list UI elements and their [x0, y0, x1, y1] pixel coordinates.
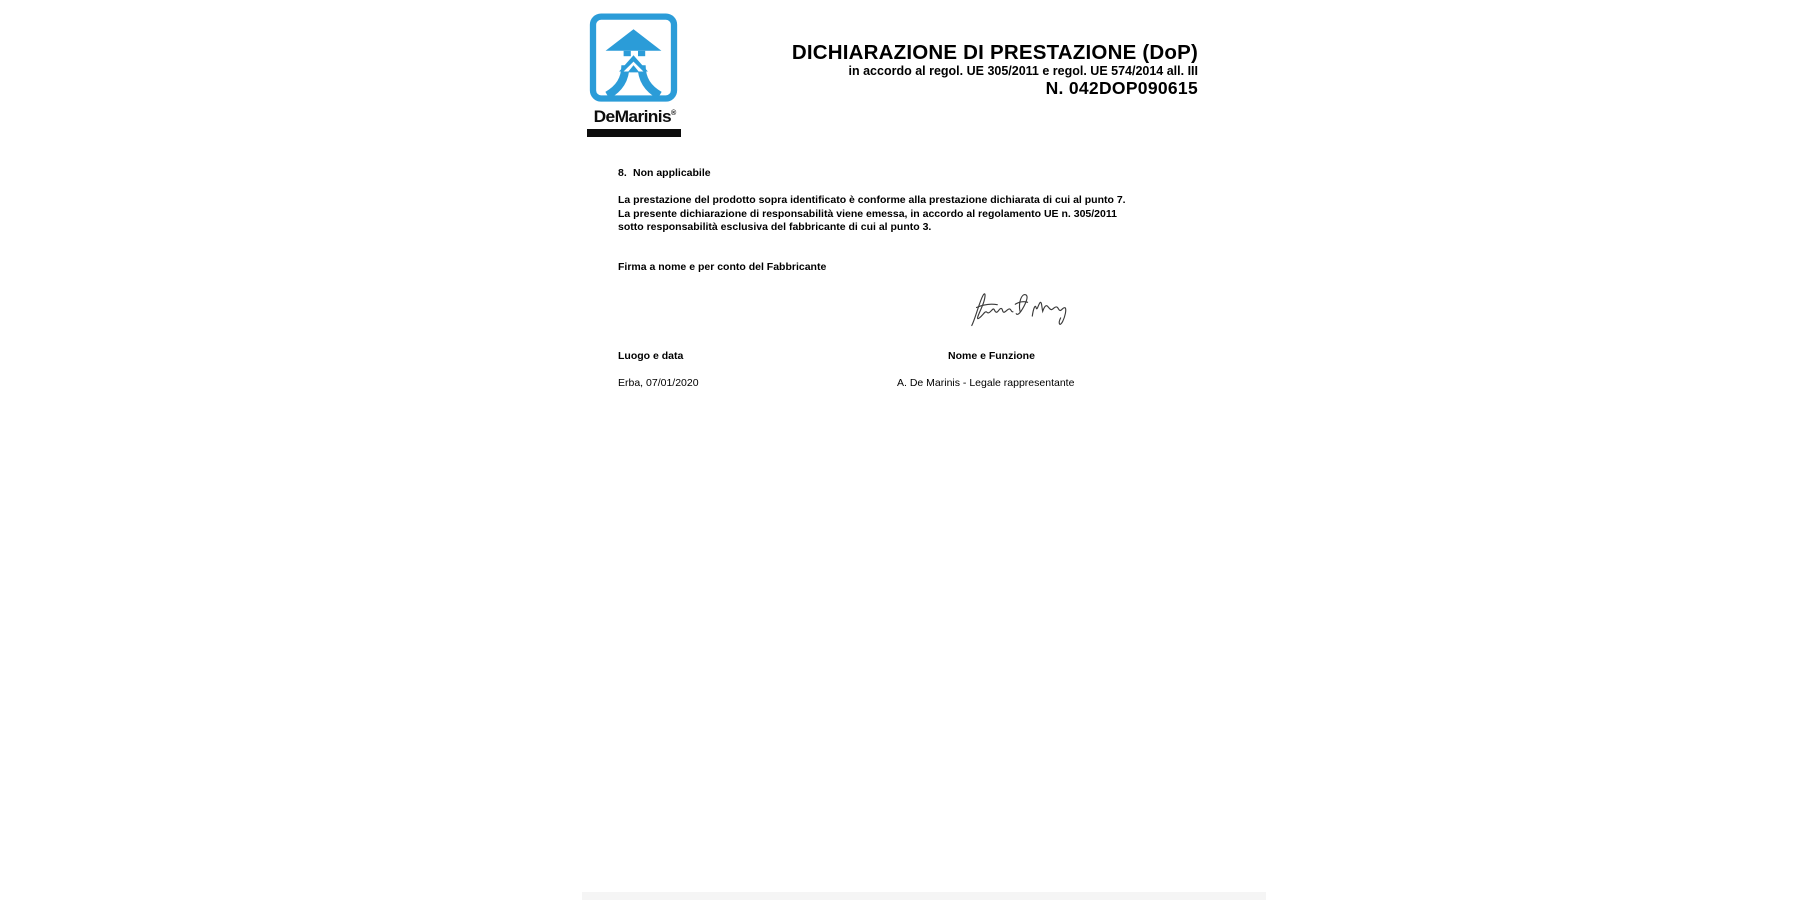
signature-caption: Firma a nome e per conto del Fabbricante	[618, 261, 827, 273]
declaration-line: La prestazione del prodotto sopra identificato è conforme alla prestazione dichiarata di cui al punto 7.	[618, 194, 1126, 206]
section-8-number: 8.	[618, 167, 627, 179]
dop-number: N. 042DOP090615	[1045, 78, 1198, 98]
declaration-line: La presente dichiarazione di responsabilità viene emessa, in accordo al regolamento UE n. 305/2011	[618, 207, 1117, 220]
name-function-label: Nome e Funzione	[948, 350, 1035, 362]
logo-brand-text: DeMarinis	[593, 107, 672, 126]
logo-wordmark	[586, 107, 684, 127]
handwritten-signature-image	[968, 286, 1072, 330]
logo-black-bar	[587, 129, 681, 137]
registered-trademark-symbol: ®	[671, 110, 677, 117]
company-logo	[586, 13, 682, 137]
declaration-line: sotto responsabilità esclusiva del fabbricante di cui al punto 3.	[618, 221, 932, 233]
section-8-text: Non applicabile	[633, 167, 711, 179]
name-function-value: A. De Marinis - Legale rappresentante	[897, 377, 1075, 389]
place-date-value: Erba, 07/01/2020	[618, 377, 699, 389]
demarinis-house-arrow-icon	[588, 13, 679, 103]
page-bottom-edge	[582, 892, 1266, 900]
document-header	[792, 41, 1198, 97]
place-date-label: Luogo e data	[618, 350, 684, 362]
declaration-paragraph	[618, 194, 1126, 235]
document-subtitle: in accordo al regol. UE 305/2011 e regol. UE 574/2014 all. III	[848, 64, 1198, 78]
section-8-heading	[618, 167, 711, 181]
document-title: DICHIARAZIONE DI PRESTAZIONE (DoP)	[791, 41, 1198, 64]
